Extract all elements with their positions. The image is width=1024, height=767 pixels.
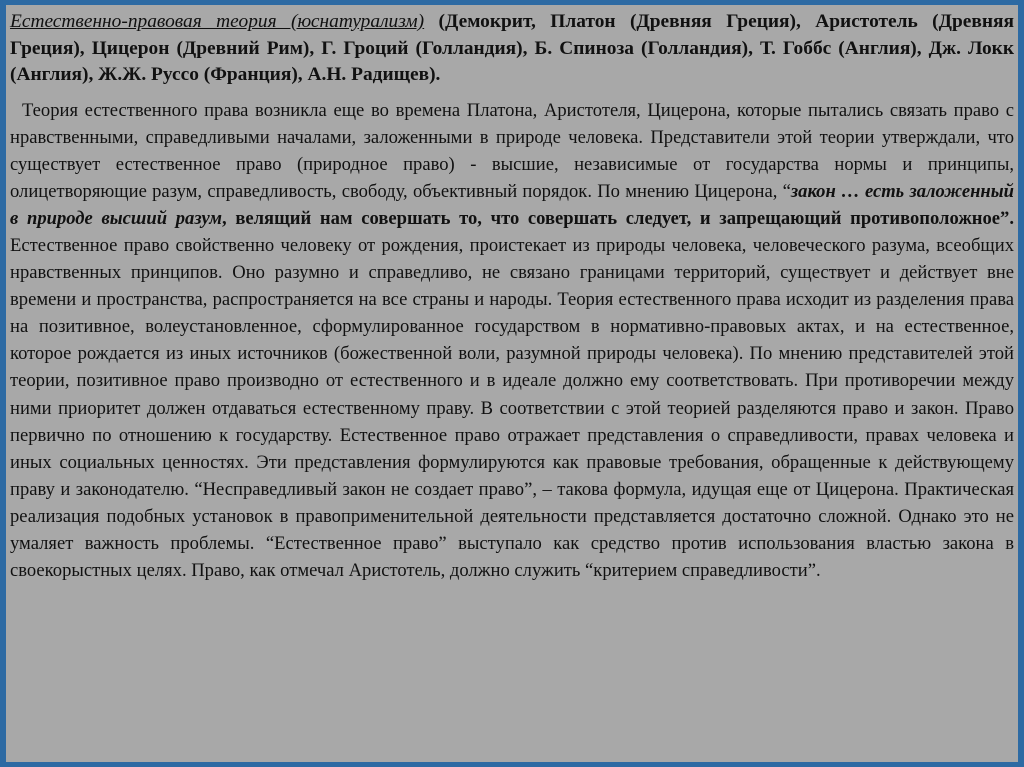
slide-content — [6, 5, 1018, 762]
body-paragraph — [10, 97, 1014, 585]
cicero-quote-italic: закон … есть заложенный в природе высший разум — [10, 180, 1014, 229]
cicero-quote-bold: , велящий нам совершать то, что совершать следует, и запрещающий противоположное”. — [222, 207, 1015, 229]
body-part-1: Теория естественного права возникла еще во времена Платона, Аристотеля, Цицерона, которые пытались связать право с нравственными, справедливыми началами, заложенными в природе человека. Представители этой теории утверждали, что существует естественное право (природное право) - высшие, независимые от государства нормы и принципы, олицетворяющие разум, справедливость, свободу, объективный порядок. По мнению Цицерона, “ — [10, 99, 1014, 202]
body-part-2: Естественное право свойственно человеку от рождения, проистекает из природы человека, человеческого разума, всеобщих нравственных принципов. Оно разумно и справедливо, не связано границами территорий, существует и действует вне времени и пространства, распространяется на все страны и народы. Теория естественного права исходит из разделения права на позитивное, волеустановленное, сформулированное государством в нормативно-правовых актах, и на естественное, которое рождается из иных источников (божественной воли, разумной природы человека). По мнению представителей этой теории, позитивное право производно от естественного и в идеале должно ему соответствовать. При противоречии между ними приоритет должен отдаваться естественному праву. В соответствии с этой теорией разделяются право и закон. Право первично по отношению к государству. Естественное право отражает представления о справедливости, правах человека и иных социальных ценностях. Эти представления формулируются как правовые требования, обращенные к действующему праву и законодателю. “Несправедливый закон не создает право”, – такова формула, идущая еще от Цицерона. Практическая реализация подобных установок в правоприменительной деятельности представляется достаточно сложной. Однако это не умаляет важность проблемы. “Естественное право” выступало как средство против использования властью закона в своекорыстных целях. Право, как отмечал Аристотель, должно служить “критерием справедливости”. — [10, 234, 1014, 582]
slide-heading — [10, 9, 1014, 89]
heading-rest: (Демокрит, Платон (Древняя Греция), Аристотель (Древняя Греция), Цицерон (Древний Рим), Г. Гроций (Голландия), Б. Спиноза (Голландия), Т. Гоббс (Англия), Дж. Локк (Англия), Ж.Ж. Руссо (Франция), А.Н. Радищев). — [10, 11, 1014, 85]
heading-lead: Естественно-правовая теория (юснатурализм) — [10, 11, 425, 32]
